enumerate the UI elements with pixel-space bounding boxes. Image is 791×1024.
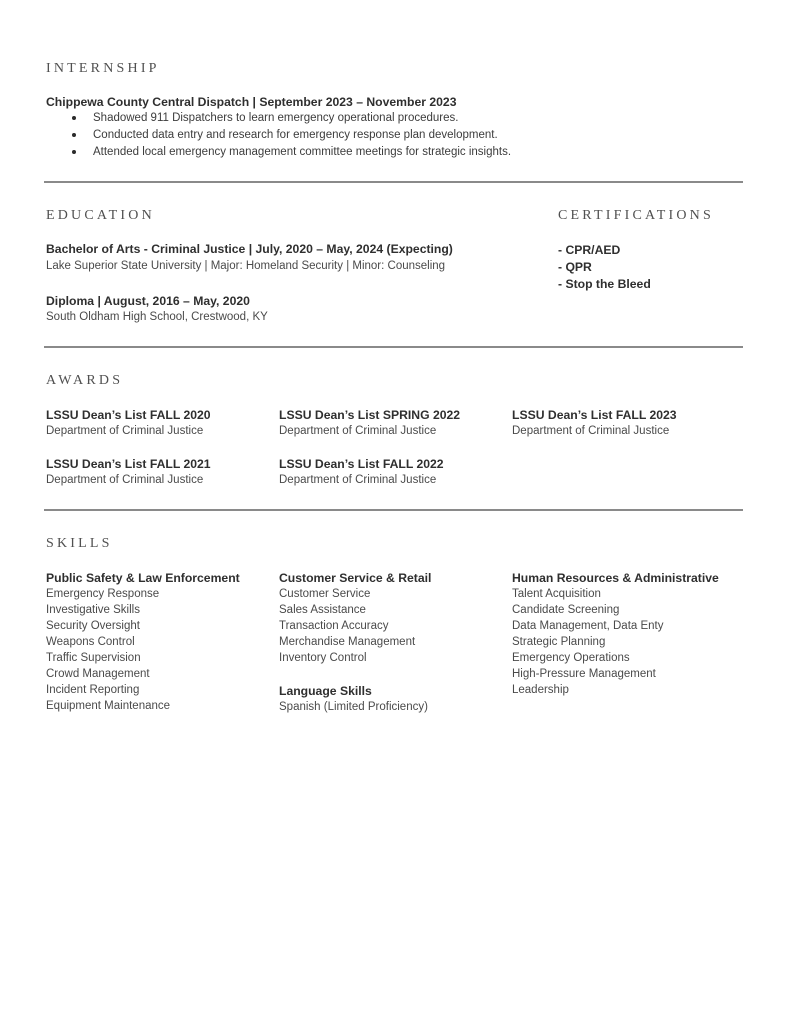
bullet-icon	[72, 133, 76, 137]
internship-title: Chippewa County Central Dispatch | September 2023 – November 2023	[46, 95, 457, 109]
skill-item: Emergency Response	[46, 588, 160, 600]
award-detail: Department of Criminal Justice	[279, 425, 437, 437]
skill-item: Security Oversight	[46, 620, 140, 632]
skill-item: Traffic Supervision	[46, 652, 141, 664]
education-diploma-detail: South Oldham High School, Crestwood, KY	[46, 311, 268, 323]
skills-heading: SKILLS	[46, 536, 113, 551]
skill-item: Crowd Management	[46, 668, 150, 680]
skill-item: Inventory Control	[279, 652, 367, 664]
list-item: - Stop the Bleed	[558, 277, 651, 291]
skill-item: Candidate Screening	[512, 604, 620, 616]
list-item: - QPR	[558, 260, 592, 274]
skill-item: Sales Assistance	[279, 604, 366, 616]
award-title: LSSU Dean’s List FALL 2022	[279, 457, 444, 471]
spacer	[279, 666, 431, 683]
award-title: LSSU Dean’s List SPRING 2022	[279, 408, 461, 422]
skill-item: Equipment Maintenance	[46, 700, 171, 712]
skill-item: Investigative Skills	[46, 604, 140, 616]
skill-item: Spanish (Limited Proficiency)	[279, 701, 428, 713]
award-detail: Department of Criminal Justice	[512, 425, 670, 437]
skill-item: Talent Acquisition	[512, 588, 601, 600]
skill-item: Emergency Operations	[512, 652, 630, 664]
skill-item: High-Pressure Management	[512, 668, 656, 680]
award-detail: Department of Criminal Justice	[46, 474, 204, 486]
certifications-list	[558, 242, 651, 293]
list-item: - CPR/AED	[558, 243, 621, 257]
list-item: Attended local emergency management committee meetings for strategic insights.	[72, 144, 511, 161]
education-heading: EDUCATION	[46, 208, 155, 223]
skills-category-title: Human Resources & Administrative	[512, 571, 719, 585]
internship-bullet-list	[72, 110, 511, 161]
skill-item: Leadership	[512, 684, 569, 696]
skill-item: Incident Reporting	[46, 684, 140, 696]
section-divider	[44, 181, 743, 183]
section-divider	[44, 346, 743, 348]
education-degree-detail: Lake Superior State University | Major: Homeland Security | Minor: Counseling	[46, 260, 446, 272]
bullet-icon	[72, 150, 76, 154]
skills-public-safety-column	[46, 570, 240, 714]
skill-item: Transaction Accuracy	[279, 620, 389, 632]
award-title: LSSU Dean’s List FALL 2023	[512, 408, 677, 422]
skills-hr-admin-column	[512, 570, 719, 698]
award-title: LSSU Dean’s List FALL 2021	[46, 457, 211, 471]
skill-item: Weapons Control	[46, 636, 135, 648]
skill-item: Strategic Planning	[512, 636, 606, 648]
skill-item: Customer Service	[279, 588, 371, 600]
skills-category-title: Public Safety & Law Enforcement	[46, 571, 240, 585]
list-item: Shadowed 911 Dispatchers to learn emergency operational procedures.	[72, 110, 511, 127]
skills-category-title: Language Skills	[279, 684, 372, 698]
award-detail: Department of Criminal Justice	[46, 425, 204, 437]
skill-item: Data Management, Data Enty	[512, 620, 664, 632]
section-divider	[44, 509, 743, 511]
certifications-heading: CERTIFICATIONS	[558, 208, 714, 223]
skills-category-title: Customer Service & Retail	[279, 571, 432, 585]
skill-item: Merchandise Management	[279, 636, 416, 648]
bullet-icon	[72, 116, 76, 120]
internship-heading: INTERNSHIP	[46, 61, 160, 76]
skills-customer-service-column	[279, 570, 431, 715]
award-title: LSSU Dean’s List FALL 2020	[46, 408, 211, 422]
education-diploma-title: Diploma | August, 2016 – May, 2020	[46, 294, 250, 308]
awards-heading: AWARDS	[46, 373, 124, 388]
award-detail: Department of Criminal Justice	[279, 474, 437, 486]
list-item: Conducted data entry and research for emergency response plan development.	[72, 127, 511, 144]
education-degree-title: Bachelor of Arts - Criminal Justice | July, 2020 – May, 2024 (Expecting)	[46, 242, 453, 256]
